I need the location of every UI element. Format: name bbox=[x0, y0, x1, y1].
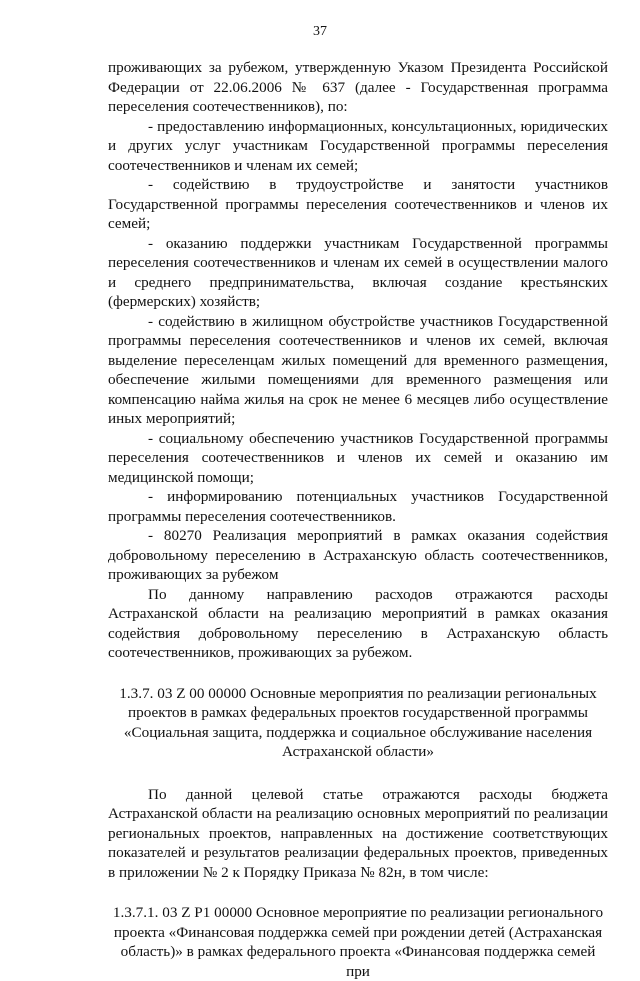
paragraph-intro: проживающих за рубежом, утвержденную Указом Президента Российской Федерации от 22.06.2006 № 637 (далее - Государственная программа переселения соотечественников), по: bbox=[108, 59, 608, 115]
list-item-informing: - информированию потенциальных участников Государственной программы переселения соотечественников. bbox=[108, 488, 608, 525]
section-body: По данной целевой статье отражаются расходы бюджета Астраханской области на реализацию основных мероприятий по реализации региональных проектов, направленных на достижение соответствующих показателей и результатов реализации федеральных проектов, приведенных в приложении № 2 к Порядку Приказа № 82н, в том числе: bbox=[108, 785, 608, 881]
list-item-social-security: - социальному обеспечению участников Государственной программы переселения соотечественников и членов их семей и оказанию им медицинской помощи; bbox=[108, 429, 608, 486]
paragraph-expenses: По данному направлению расходов отражаются расходы Астраханской области на реализацию мероприятий в рамках оказания содействия добровольному переселению в Астраханскую область соотечественников, проживающих за рубежом. bbox=[108, 585, 608, 661]
list-item-housing: - содействию в жилищном обустройстве участников Государственной программы переселения соотечественников и членов их семей, включая выделение переселенцам жилых помещений для временного размещения, обеспечение жилыми помещениями для временного размещения или компенсацию найма жилья на срок не менее 6 месяцев либо осуществление иных мероприятий; bbox=[108, 312, 608, 427]
list-item-employment: - содействию в трудоустройстве и занятости участников Государственной программы переселения соотечественников и членов их семей; bbox=[108, 176, 608, 232]
spacer bbox=[108, 762, 608, 785]
list-item-info-services: - предоставлению информационных, консультационных, юридических и других услуг участникам Государственной программы переселения соотечественников и членам их семей; bbox=[108, 117, 608, 174]
spacer bbox=[108, 882, 608, 903]
page-number: 37 bbox=[313, 24, 327, 39]
page-content bbox=[108, 58, 608, 981]
spacer bbox=[108, 663, 608, 684]
list-item-80270: - 80270 Реализация мероприятий в рамках оказания содействия добровольному переселению в Астраханскую область соотечественников, проживающих за рубежом bbox=[108, 527, 608, 583]
list-item-business-support: - оказанию поддержки участникам Государственной программы переселения соотечественников и членам их семей в осуществлении малого и среднего предпринимательства, включая создание крестьянских (фермерских) хозяйств; bbox=[108, 234, 608, 310]
section-heading: 1.3.7. 03 Z 00 00000 Основные мероприятия по реализации региональных проектов в рамках федеральных проектов государственной программы «Социальная защита, поддержка и социальное обслуживание населения Астраханской области» bbox=[119, 684, 597, 760]
subsection-heading: 1.3.7.1. 03 Z P1 00000 Основное мероприятие по реализации регионального проекта «Финансовая поддержка семей при рождении детей (Астраханская область)» в рамках федерального проекта «Финансовая поддержка семей при bbox=[112, 904, 604, 980]
